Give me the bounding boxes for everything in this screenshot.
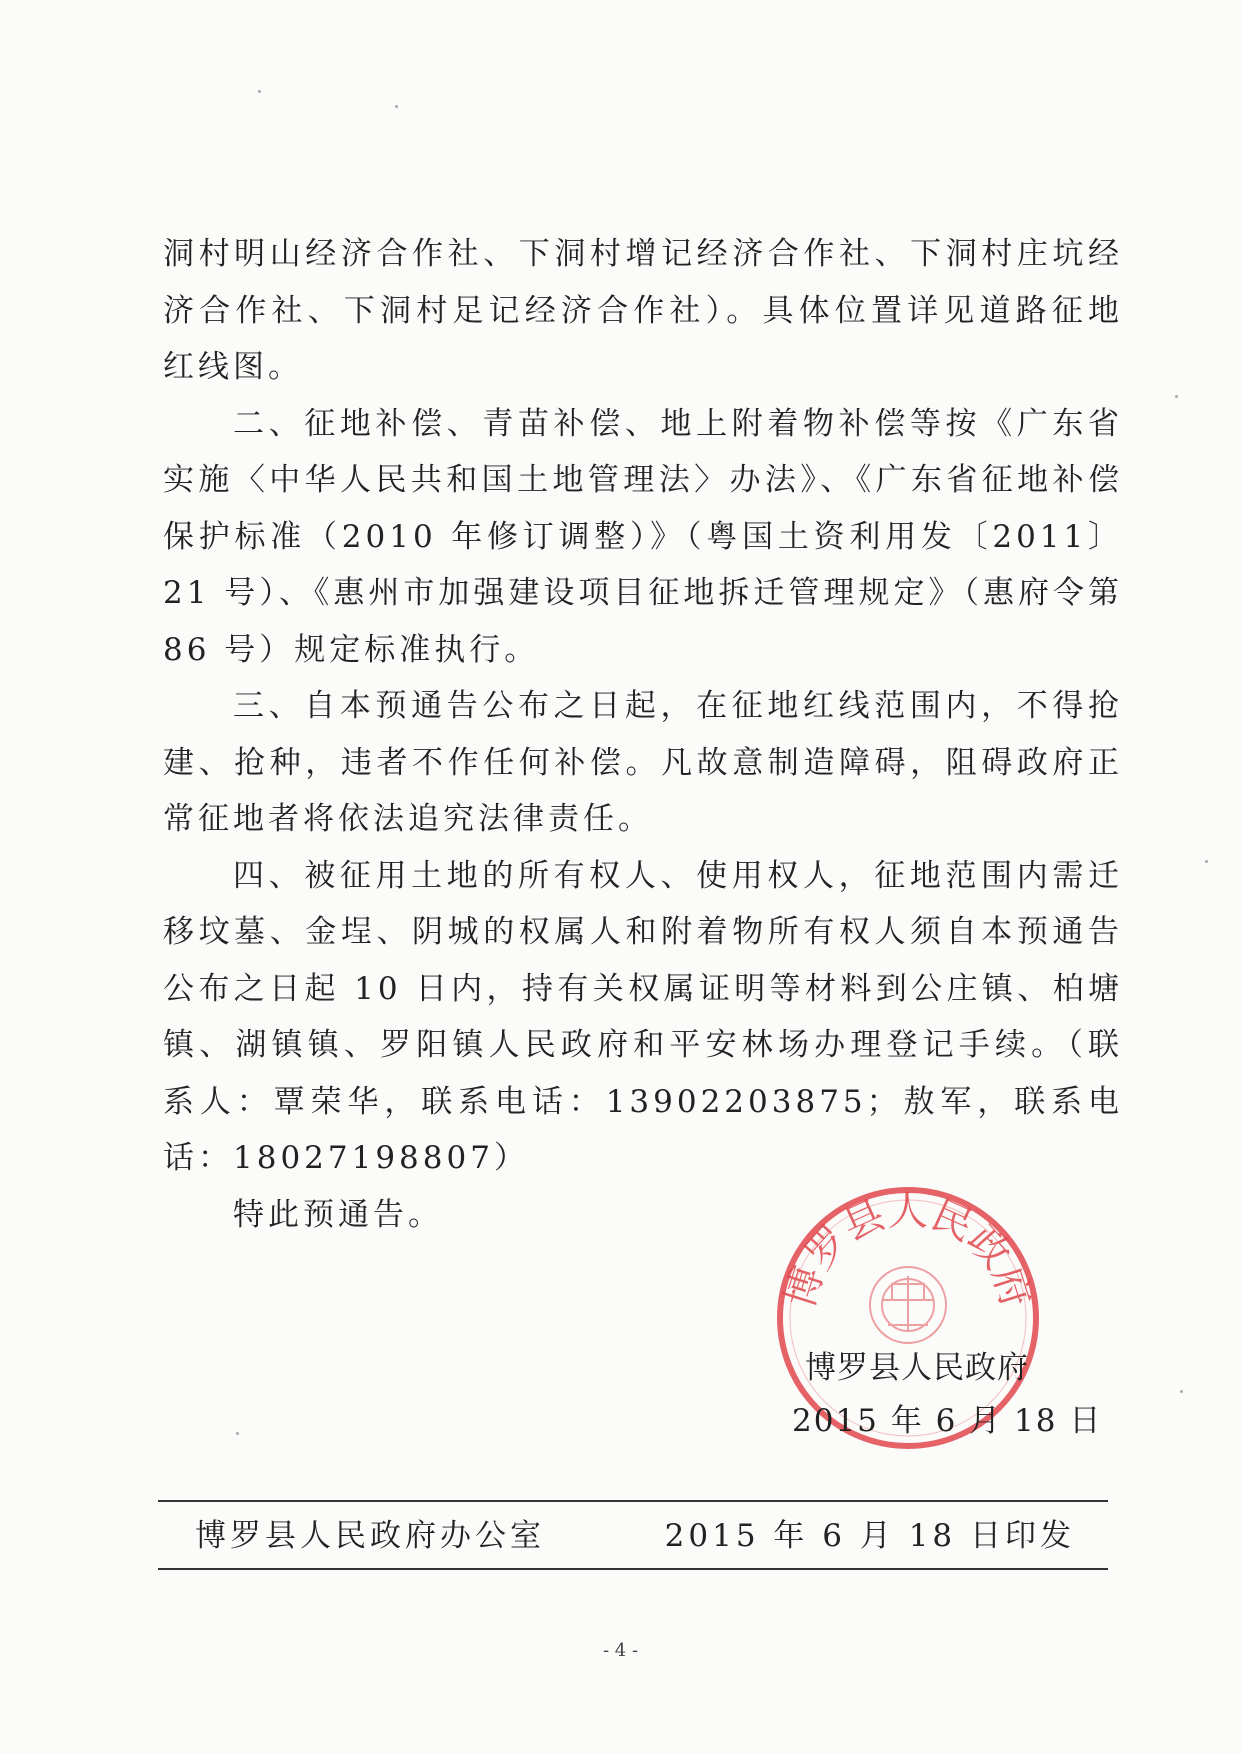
paragraph-registration: 四、被征用土地的所有权人、使用权人，征地范围内需迁移坟墓、金埕、阴城的权属人和附着物所有权人须自本预通告公布之日起 10 日内，持有关权属证明等材料到公庄镇、柏塘镇、湖镇镇、罗阳镇人民政府和平安林场办理登记手续。（联系人：覃荣华，联系电话：13902203875；敖军，联系电话：18027198807） <box>163 857 1123 1176</box>
footer-bottom-rule <box>158 1568 1108 1570</box>
paragraph-continuation: 洞村明山经济合作社、下洞村增记经济合作社、下洞村庄坑经济合作社、下洞村足记经济合作社）。具体位置详见道路征地红线图。 <box>163 236 1123 385</box>
signature-organization: 博罗县人民政府 <box>805 1350 1029 1386</box>
paragraph-compensation: 二、征地补偿、青苗补偿、地上附着物补偿等按《广东省实施〈中华人民共和国土地管理法〉办法》、《广东省征地补偿保护标准（2010 年修订调整）》（粤国土资利用发〔2011〕21 号）、《惠州市加强建设项目征地拆迁管理规定》（惠府令第 86 号）规定标准执行。 <box>163 405 1123 668</box>
signature-block <box>770 1180 1103 1450</box>
scan-speck <box>395 105 398 108</box>
notice-body <box>163 226 1123 1243</box>
seal-text: 博罗县人民政府 <box>777 1188 1039 1314</box>
paragraph-prohibition: 三、自本预通告公布之日起，在征地红线范围内，不得抢建、抢种，违者不作任何补偿。凡故意制造障碍，阻碍政府正常征地者将依法追究法律责任。 <box>163 688 1123 837</box>
issuance-footer <box>195 1510 1075 1555</box>
scan-speck <box>1205 860 1208 863</box>
footer-issuer: 博罗县人民政府办公室 <box>195 1518 545 1554</box>
scan-speck <box>1180 1390 1183 1393</box>
page-number: - 4 - <box>602 1640 639 1661</box>
paragraph-closing: 特此预通告。 <box>233 1196 443 1233</box>
footer-top-rule <box>158 1500 1108 1502</box>
signature-date: 2015 年 6 月 18 日 <box>792 1403 1103 1439</box>
scan-speck <box>258 90 261 93</box>
scan-speck <box>1175 395 1178 398</box>
footer-issue-date: 2015 年 6 月 18 日印发 <box>664 1518 1075 1554</box>
scan-speck <box>236 1432 239 1435</box>
